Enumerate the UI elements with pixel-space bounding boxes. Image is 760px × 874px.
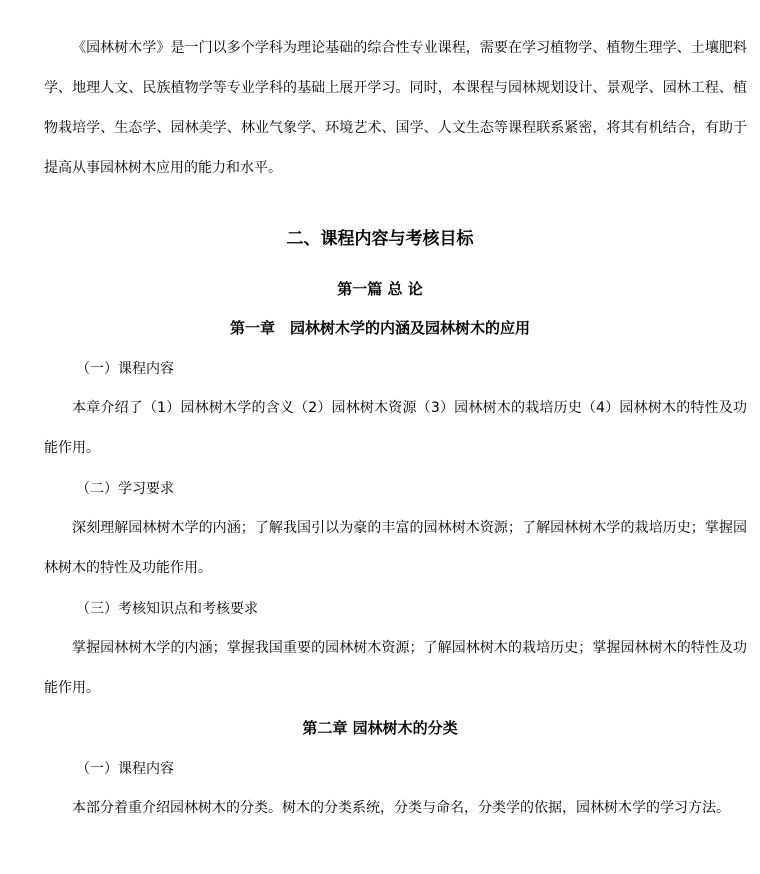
- chapter1-requirements-text: 深刻理解园林树木学的内涵；了解我国引以为豪的丰富的园林树木资源；了解园林树木学的栽培历史；掌握园林树木的特性及功能作用。: [44, 520, 747, 576]
- chapter1-exam-label: （三）考核知识点和考核要求: [76, 601, 258, 617]
- part-heading: 第一篇 总 论: [337, 280, 423, 298]
- chapter2-title: 第二章 园林树木的分类: [302, 719, 458, 737]
- chapter1-content-label: （一）课程内容: [76, 361, 174, 377]
- chapter2-content-text: 本部分着重介绍园林树木的分类。树木的分类系统，分类与命名，分类学的依据，园林树木学的学习方法。: [72, 800, 730, 816]
- chapter1-exam-text: 掌握园林树木学的内涵；掌握我国重要的园林树木资源；了解园林树木的栽培历史；掌握园林树木的特性及功能作用。: [44, 640, 747, 696]
- intro-paragraph: 《园林树木学》是一门以多个学科为理论基础的综合性专业课程，需要在学习植物学、植物生理学、土壤肥料学、地理人文、民族植物学等专业学科的基础上展开学习。同时，本课程与园林规划设计、景观学、园林工程、植物栽培学、生态学、园林美学、林业气象学、环境艺术、国学、人文生态等课程联系紧密，将其有机结合，有助于提高从事园林树木应用的能力和水平。: [44, 40, 747, 176]
- section-heading: 二、课程内容与考核目标: [286, 229, 474, 249]
- chapter1-title: 第一章 园林树木学的内涵及园林树木的应用: [229, 319, 530, 337]
- chapter2-content-label: （一）课程内容: [76, 761, 174, 777]
- chapter1-requirements-label: （二）学习要求: [76, 481, 174, 497]
- chapter1-content-text: 本章介绍了（1）园林树木学的含义（2）园林树木资源（3）园林树木的栽培历史（4）园林树木的特性及功能作用。: [44, 400, 747, 456]
